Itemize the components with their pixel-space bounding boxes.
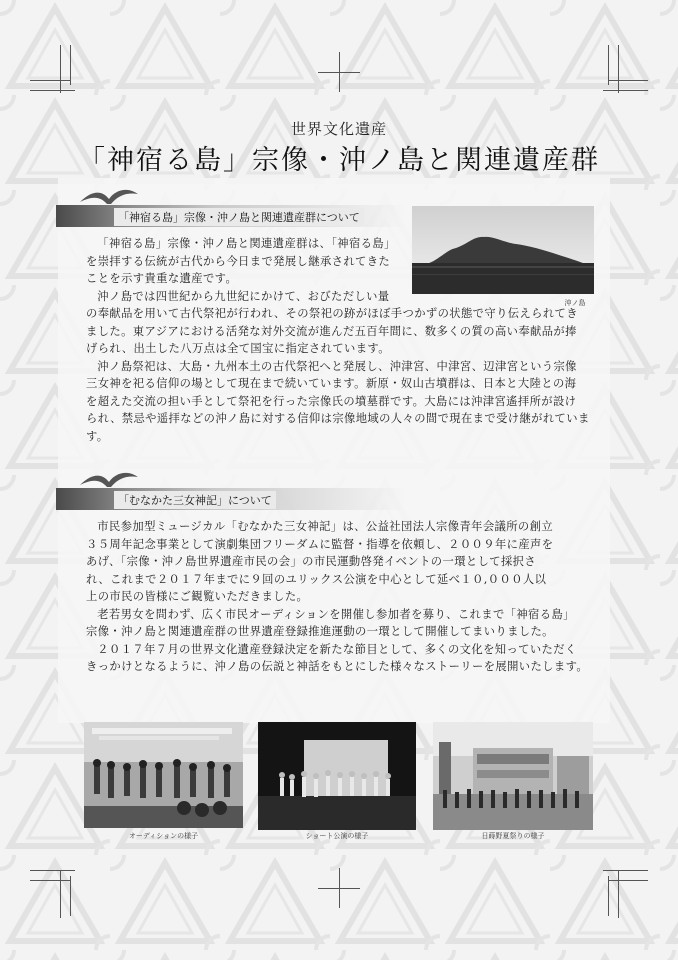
body-line: ことを示す貴重な遺産です。	[86, 272, 238, 285]
okinoshima-photo	[412, 206, 594, 294]
body-line: ました。東アジアにおける活発な対外交流が進んだ五百年間に、数多くの質の高い奉献品が捧	[86, 324, 577, 338]
body-line: 宗像・沖ノ島と関連遺産群の世界遺産登録推進運動の一環として開催してまいりました。	[86, 625, 554, 638]
section1-heading: 「神宿る島」宗像・沖ノ島と関連遺産群について	[114, 208, 364, 226]
body-line: れ、これまで２０１７年までに９回のユリックス公演を中心として延べ１０,０００人以	[86, 572, 547, 586]
okinoshima-photo-caption: 沖ノ島	[564, 299, 586, 307]
seagull-icon	[78, 467, 140, 493]
page-title: 「神宿る島」宗像・沖ノ島と関連遺産群	[78, 145, 600, 176]
body-line: られ、禁忌や遥拝などの沖ノ島に対する信仰は宗像地域の人々の間で現在まで受け継がれています。	[86, 412, 590, 443]
body-line: きっかけとなるように、沖ノ島の伝説と神話をもとにした様々なストーリーを展開いたします。	[86, 660, 589, 673]
seagull-icon	[78, 184, 140, 210]
body-line: げられ、出土した八万点は全て国宝に指定されています。	[86, 342, 390, 355]
body-line: 沖ノ島祭祀は、大島・九州本土の古代祭祀へと発展し、沖津宮、中津宮、辺津宮という宗像	[97, 359, 577, 373]
body-line: ２０１７年７月の世界文化遺産登録決定を新たな節目として、多くの文化を知っていただく	[97, 642, 577, 656]
summer-festival-photo	[433, 722, 593, 830]
audition-photo	[84, 722, 243, 828]
section2-body	[86, 518, 606, 676]
body-line: を超えた交流の担い手として祭祀を行った宗像氏の墳墓群です。大島には沖津宮遙拝所が設け	[86, 394, 577, 408]
audition-photo-caption: オーディションの様子	[128, 832, 199, 840]
body-line: 市民参加型ミュージカル「むなかた三女神記」は、公益社団法人宗像青年会議所の創立	[97, 520, 554, 533]
body-line: 老若男女を問わず、広く市民オーディションを開催し参加者を募り、これまで「神宿る島」	[97, 607, 575, 621]
short-performance-photo-caption: ショート公演の様子	[305, 832, 369, 840]
body-line: 「神宿る島」宗像・沖ノ島と関連遺産群は、「神宿る島」	[97, 237, 396, 250]
page-overtitle: 世界文化遺産	[290, 120, 387, 138]
section2-heading: 「むなかた三女神記」について	[114, 491, 276, 509]
summer-festival-photo-caption: 日蒔野夏祭りの様子	[481, 832, 545, 840]
body-line: ３５周年記念事業として演劇集団フリーダムに監督・指導を依頼し、２００９年に産声を	[86, 537, 554, 551]
body-line: 上の市民の皆様にご観覧いただきました。	[86, 590, 309, 603]
section1-body-wide	[86, 305, 606, 445]
body-line: あげ、「宗像・沖ノ島世界遺産市民の会」の市民運動啓発イベントの一環として採択さ	[86, 555, 537, 568]
body-line: 三女神を祀る信仰の場として現在まで続いています。新原・奴山古墳群は、日本と大陸との海	[86, 377, 577, 390]
section1-body	[86, 235, 406, 305]
body-line: の奉献品を用いて古代祭祀が行われ、その祭祀の跡がほぼ手つかずの状態で守り伝えられてき	[86, 307, 578, 320]
short-performance-photo	[258, 722, 416, 830]
body-line: を崇拝する伝統が古代から今日まで発展し継承されてきた	[86, 254, 391, 268]
body-line: 沖ノ島では四世紀から九世紀にかけて、おびただしい量	[97, 289, 390, 303]
